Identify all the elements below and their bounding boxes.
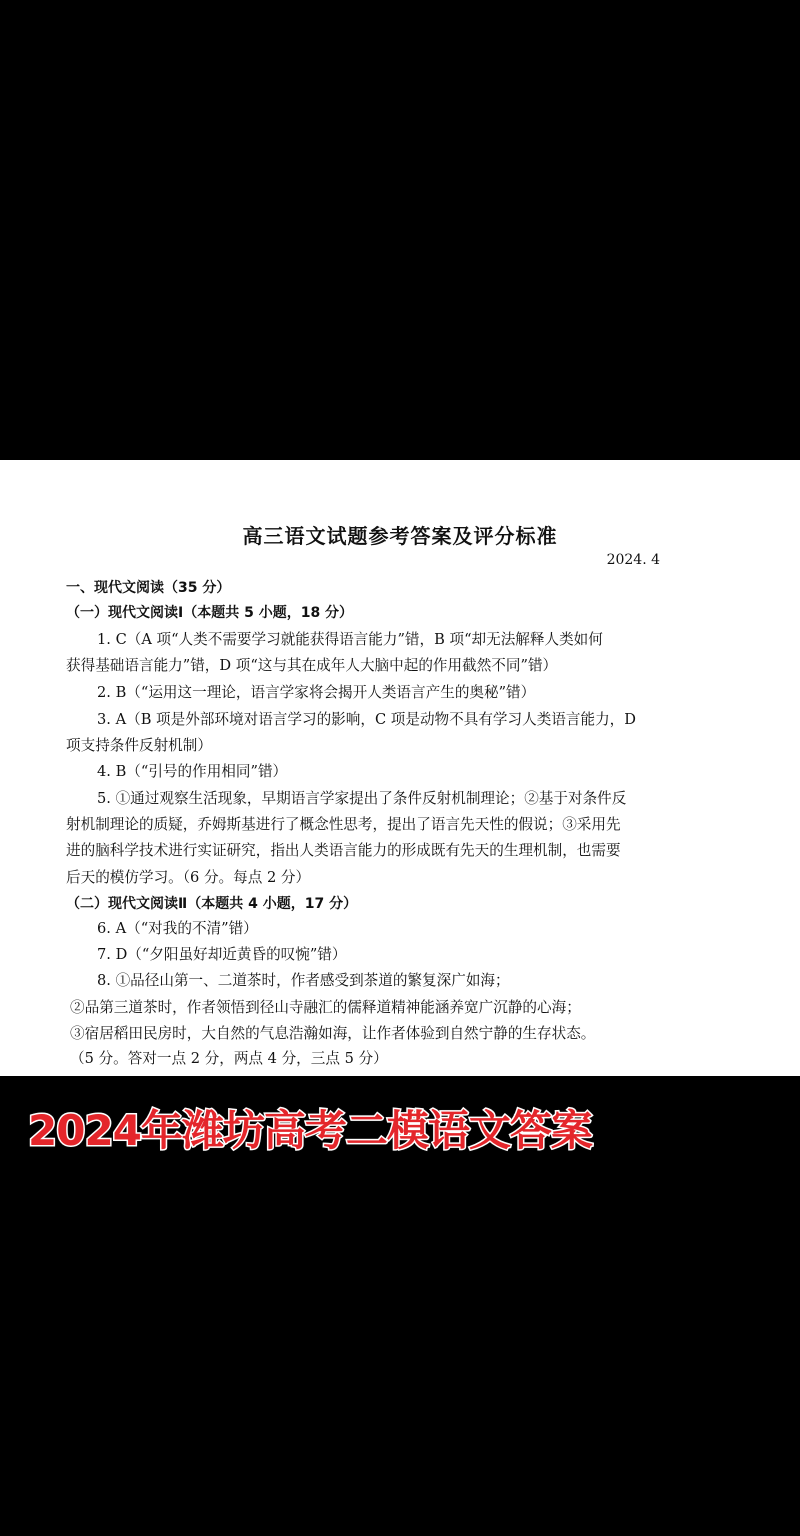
- answer-line: 获得基础语言能力”错，D 项“这与其在成年人大脑中起的作用截然不同”错）: [66, 657, 558, 674]
- subsection-heading: （一）现代文阅读Ⅰ（本题共 5 小题，18 分）: [66, 605, 354, 621]
- answer-line: 1. C（A 项“人类不需要学习就能获得语言能力”错，B 项“却无法解释人类如何: [97, 631, 603, 648]
- section-heading: 一、现代文阅读（35 分）: [66, 580, 231, 596]
- answer-line: 7. D（“夕阳虽好却近黄昏的叹惋”错）: [97, 946, 347, 963]
- overlay-headline: 2024年潍坊高考二模语文答案: [28, 1106, 592, 1155]
- subsection-heading: （二）现代文阅读Ⅱ（本题共 4 小题，17 分）: [66, 896, 358, 912]
- document-date: 2024. 4: [606, 552, 660, 568]
- answer-line: 5. ①通过观察生活现象，早期语言学家提出了条件反射机制理论；②基于对条件反: [97, 790, 627, 807]
- answer-line: 项支持条件反射机制）: [66, 737, 212, 754]
- answer-line: ③宿居稻田民房时，大自然的气息浩瀚如海，让作者体验到自然宁静的生存状态。: [70, 1025, 596, 1042]
- answer-line: （5 分。答对一点 2 分，两点 4 分，三点 5 分）: [70, 1050, 388, 1067]
- answer-line: 射机制理论的质疑，乔姆斯基进行了概念性思考，提出了语言先天性的假说；③采用先: [66, 816, 621, 833]
- document-title: 高三语文试题参考答案及评分标准: [242, 524, 558, 548]
- answer-line: ②品第三道茶时，作者领悟到径山寺融汇的儒释道精神能涵养宽广沉静的心海；: [70, 999, 581, 1016]
- answer-line: 8. ①品径山第一、二道茶时，作者感受到茶道的繁复深广如海；: [97, 972, 510, 989]
- answer-line: 4. B（“引号的作用相同”错）: [97, 763, 288, 780]
- answer-line: 进的脑科学技术进行实证研究，指出人类语言能力的形成既有先天的生理机制，也需要: [66, 842, 621, 859]
- answer-line: 3. A（B 项是外部环境对语言学习的影响，C 项是动物不具有学习人类语言能力，D: [97, 711, 636, 728]
- answer-line: 2. B（“运用这一理论，语言学家将会揭开人类语言产生的奥秘”错）: [97, 684, 536, 701]
- answer-line: 6. A（“对我的不清”错）: [97, 920, 258, 937]
- answer-line: 后天的模仿学习。（6 分。每点 2 分）: [66, 869, 311, 886]
- answer-sheet-document: [0, 460, 800, 1076]
